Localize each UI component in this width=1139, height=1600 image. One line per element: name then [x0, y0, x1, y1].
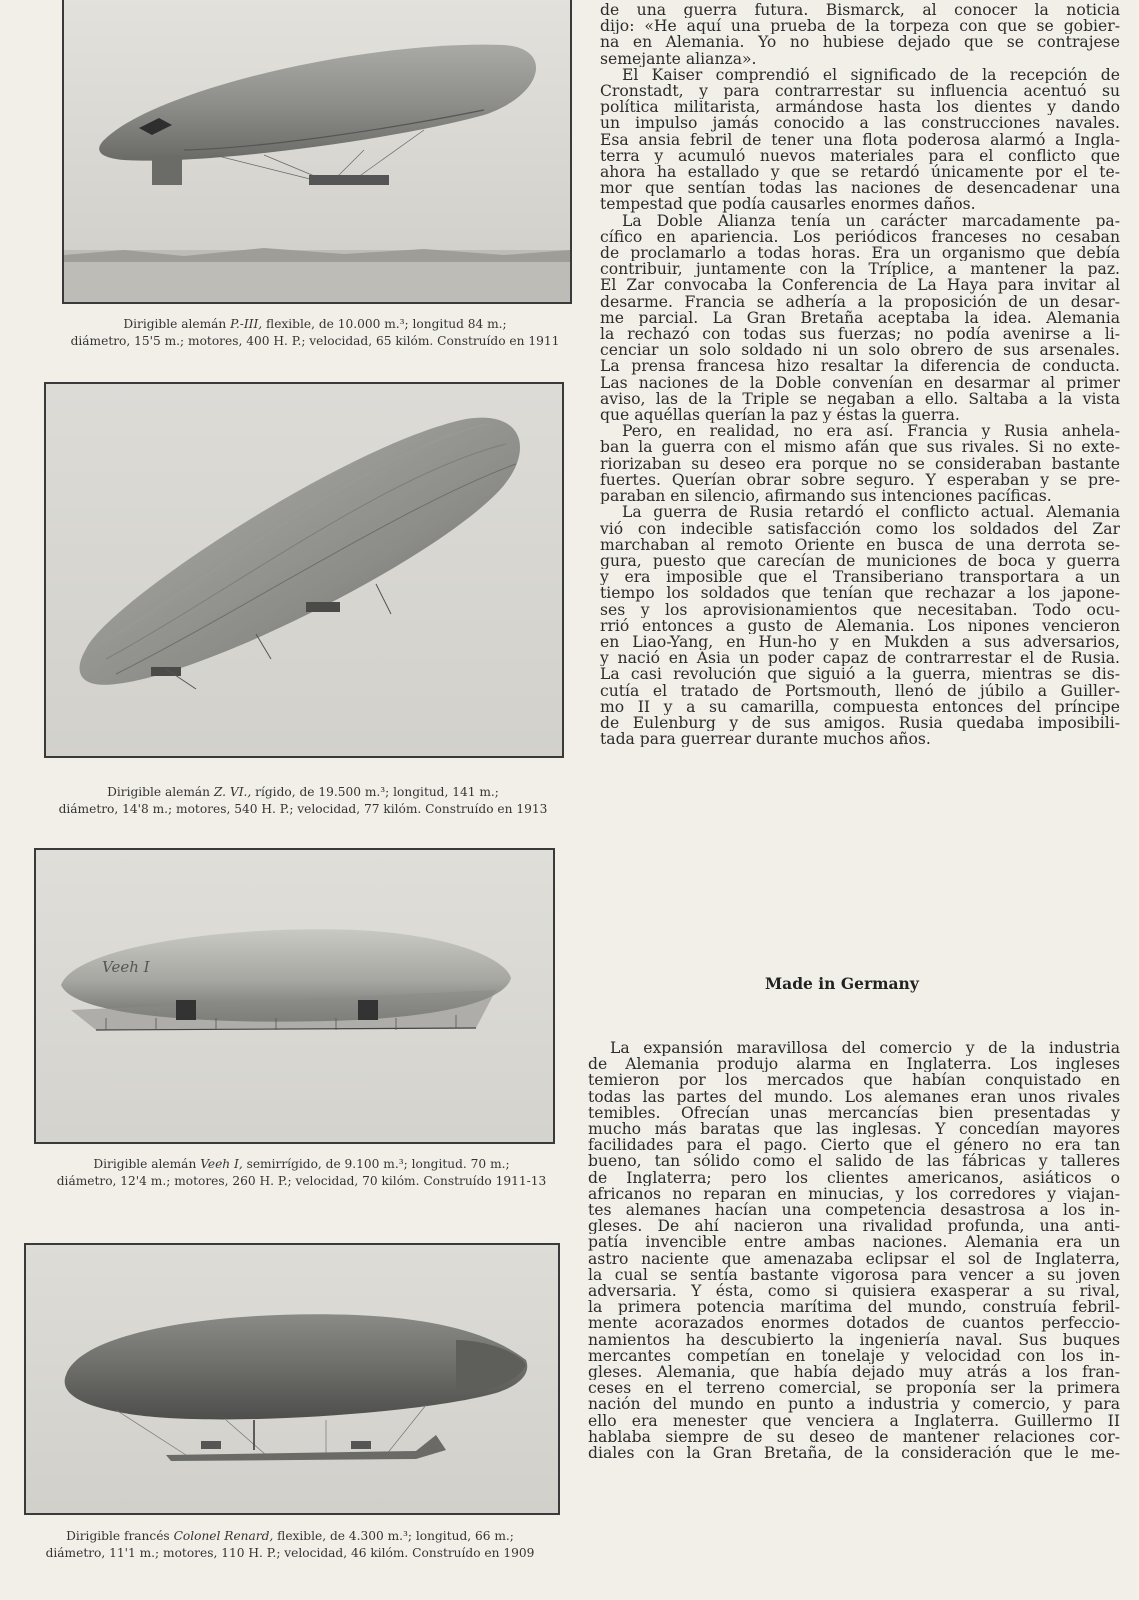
- text-line: gleses. Alemania, que había dejado muy atrás a los fran-: [588, 1364, 1120, 1381]
- text-line: temibles. Ofrecían unas mercancías bien presentadas y: [588, 1104, 1120, 1122]
- text-line: la primera potencia marítima del mundo, construía febril-: [588, 1299, 1120, 1316]
- text-line: cífico en apariencia. Los periódicos franceses no cesaban: [600, 228, 1120, 246]
- text-line: política militarista, armándose hasta los dientes y dando: [600, 99, 1120, 116]
- text-line: tiempo los soldados que tenían que rechazar a los japone-: [600, 585, 1120, 602]
- text-line: marchaban al remoto Oriente en busca de una derrota se-: [600, 536, 1120, 553]
- article-column-lower: [588, 1040, 1120, 1461]
- text-line: namientos ha descubierto la ingeniería naval. Sus buques: [588, 1331, 1120, 1348]
- text-line: y nació en Asia un poder capaz de contrarrestar el de Rusia.: [600, 650, 1120, 667]
- text-line: riorizaban su deseo era porque no se consideraban bastante: [600, 455, 1120, 472]
- article-column-upper: [600, 2, 1120, 747]
- text-line: La expansión maravillosa del comercio y de la industria: [610, 1040, 1120, 1057]
- text-line: de Alemania produjo alarma en Inglaterra. Los ingleses: [588, 1056, 1120, 1073]
- text-line: Las naciones de la Doble convenían en desarmar al primer: [600, 374, 1120, 391]
- text-line: gura, puesto que carecían de municiones de boca y guerra: [600, 552, 1120, 570]
- text-line: de una guerra futura. Bismarck, al conocer la noticia: [600, 2, 1120, 19]
- airship-z6-image: [46, 384, 562, 756]
- airship-p3-image: [64, 0, 570, 302]
- text-line: aviso, las de la Triple se negaban a ello. Saltaba a la vista: [600, 390, 1120, 408]
- text-line: gleses. De ahí nacieron una rivalidad profunda, una anti-: [588, 1218, 1120, 1235]
- text-line: la rechazó con todas sus fuerzas; no podía avenirse a li-: [600, 326, 1120, 343]
- text-line: semejante alianza».: [600, 50, 757, 67]
- text-line: tes alemanes hacían una competencia desastrosa a los in-: [588, 1202, 1120, 1219]
- section-heading: Made in Germany: [765, 974, 919, 993]
- text-line: tempestad que podía causarles enormes daños.: [600, 196, 976, 213]
- text-line: desarme. Francia se adhería a la proposición de un desar-: [600, 293, 1120, 310]
- text-line: africanos no reparan en minucias, y los corredores y viajan-: [588, 1185, 1120, 1203]
- text-line: patía invencible entre ambas naciones. Alemania era un: [588, 1234, 1120, 1251]
- text-line: mente acorazados enormes dotados de cuantos perfeccio-: [588, 1315, 1120, 1332]
- text-line: La casi revolución que siguió a la guerra, mientras se dis-: [600, 666, 1120, 683]
- airship-colonel-renard-image: [26, 1245, 558, 1513]
- text-line: Esa ansia febril de tener una flota poderosa alarmó a Ingla-: [600, 131, 1120, 148]
- text-line: en Liao-Yang, en Hun-ho y en Mukden a sus adversarios,: [600, 633, 1120, 651]
- text-line: y era imposible que el Transiberiano transportara a un: [600, 569, 1120, 586]
- airship-veeh1-image: [36, 850, 553, 1142]
- caption-veeh1: Dirigible alemán Veeh I, semirrígido, de 9.100 m.³; longitud. 70 m.; diámetro, 12'4 m.; motores, 260 H. P.; velocidad, 70 kilóm. Construído 1911-13: [56, 1157, 547, 1188]
- text-line: tada para guerrear durante muchos años.: [600, 731, 931, 748]
- text-line: contribuir, juntamente con la Tríplice, a mantener la paz.: [600, 261, 1120, 278]
- text-line: La Doble Alianza tenía un carácter marcadamente pa-: [622, 212, 1120, 229]
- text-line: ceses en el terreno comercial, se proponía ser la primera: [588, 1380, 1120, 1397]
- text-line: nación del mundo en punto a industria y comercio, y para: [588, 1396, 1120, 1413]
- text-line: hablaba siempre de su deseo de mantener relaciones cor-: [588, 1428, 1120, 1446]
- text-line: de Inglaterra; pero los clientes americanos, asiáticos o: [588, 1169, 1120, 1186]
- caption-z6: Dirigible alemán Z. VI., rígido, de 19.500 m.³; longitud, 141 m.; diámetro, 14'8 m.; motores, 540 H. P.; velocidad, 77 kilóm. Construído en 1913: [58, 785, 548, 816]
- text-line: la cual se sentía bastante vigorosa para vencer a su joven: [588, 1266, 1120, 1284]
- text-line: de proclamarlo a todas horas. Era un organismo que debía: [600, 245, 1120, 262]
- text-line: El Kaiser comprendió el significado de la recepción de: [622, 66, 1120, 84]
- text-line: temieron por los mercados que habían conquistado en: [588, 1072, 1120, 1089]
- text-line: ello era menester que venciera a Inglaterra. Guillermo II: [588, 1412, 1120, 1429]
- text-line: astro naciente que amenazaba eclipsar el sol de Inglaterra,: [588, 1250, 1120, 1267]
- text-line: de Eulenburg y de sus amigos. Rusia quedaba imposibili-: [600, 714, 1120, 732]
- photo-airship-colonel-renard: [24, 1243, 560, 1515]
- text-line: cutía el tratado de Portsmouth, llenó de júbilo a Guiller-: [600, 682, 1120, 699]
- text-line: rrió entonces a gusto de Alemania. Los nipones vencieron: [600, 617, 1120, 634]
- text-line: un impulso jamás conocido a las construcciones navales.: [600, 115, 1120, 132]
- text-line: facilidades para el pago. Cierto que el género no era tan: [588, 1137, 1120, 1154]
- text-line: fuertes. Querían obrar sobre seguro. Y esperaban y se pre-: [600, 471, 1120, 489]
- photo-airship-z6: [44, 382, 564, 758]
- text-line: todas las partes del mundo. Los alemanes eran unos rivales: [588, 1088, 1120, 1105]
- text-line: me parcial. La Gran Bretaña aceptaba la idea. Alemania: [600, 309, 1120, 327]
- text-line: ban la guerra con el mismo afán que sus rivales. Si no exte-: [600, 439, 1120, 456]
- text-line: ahora ha estallado y que se retardó únicamente por el te-: [600, 164, 1120, 181]
- text-line: adversaria. Y ésta, como si quisiera exasperar a su rival,: [588, 1283, 1120, 1300]
- caption-p3: Dirigible alemán P.-III, flexible, de 10.000 m.³; longitud 84 m.; diámetro, 15'5 m.; motores, 400 H. P.; velocidad, 65 kilóm. Construído en 1911: [70, 317, 560, 348]
- photo-airship-veeh1: [34, 848, 555, 1144]
- text-line: bueno, tan sólido como el salido de las fábricas y talleres: [588, 1153, 1120, 1170]
- caption-colonel-renard: Dirigible francés Colonel Renard, flexible, de 4.300 m.³; longitud, 66 m.; diámetro, 11'1 m.; motores, 110 H. P.; velocidad, 46 kilóm. Construído en 1909: [45, 1529, 535, 1560]
- text-line: Pero, en realidad, no era así. Francia y Rusia anhela-: [622, 423, 1120, 440]
- text-line: mor que sentían todas las naciones de desencadenar una: [600, 180, 1120, 197]
- airship-lettering: Veeh I: [102, 958, 150, 976]
- text-line: ses y los aprovisionamientos que necesitaban. Todo ocu-: [600, 601, 1120, 618]
- text-line: diales con la Gran Bretaña, de la consideración que le me-: [588, 1445, 1120, 1462]
- text-line: terra y acumuló nuevos materiales para el conflicto que: [600, 147, 1120, 165]
- text-line: que aquéllas querían la paz y éstas la guerra.: [600, 407, 960, 424]
- text-line: dijo: «He aquí una prueba de la torpeza con que se gobier-: [600, 18, 1120, 35]
- text-line: mucho más baratas que las inglesas. Y concedían mayores: [588, 1121, 1120, 1138]
- text-line: na en Alemania. Yo no hubiese dejado que se contrajese: [600, 34, 1120, 51]
- text-line: La guerra de Rusia retardó el conflicto actual. Alemania: [622, 504, 1120, 521]
- text-line: paraban en silencio, afirmando sus intenciones pacíficas.: [600, 488, 1052, 505]
- text-line: mo II y a su camarilla, compuesta entonces del príncipe: [600, 698, 1120, 715]
- text-line: Cronstadt, y para contrarrestar su influencia acentuó su: [600, 83, 1120, 100]
- text-line: vió con indecible satisfacción como los soldados del Zar: [600, 520, 1120, 537]
- text-line: El Zar convocaba la Conferencia de La Haya para invitar al: [600, 277, 1120, 294]
- text-line: mercantes competían en tonelaje y velocidad con los in-: [588, 1347, 1120, 1365]
- photo-airship-p3: [62, 0, 572, 304]
- text-line: cenciar un solo soldado ni un solo obrero de sus arsenales.: [600, 342, 1120, 359]
- text-line: La prensa francesa hizo resaltar la diferencia de conducta.: [600, 358, 1120, 375]
